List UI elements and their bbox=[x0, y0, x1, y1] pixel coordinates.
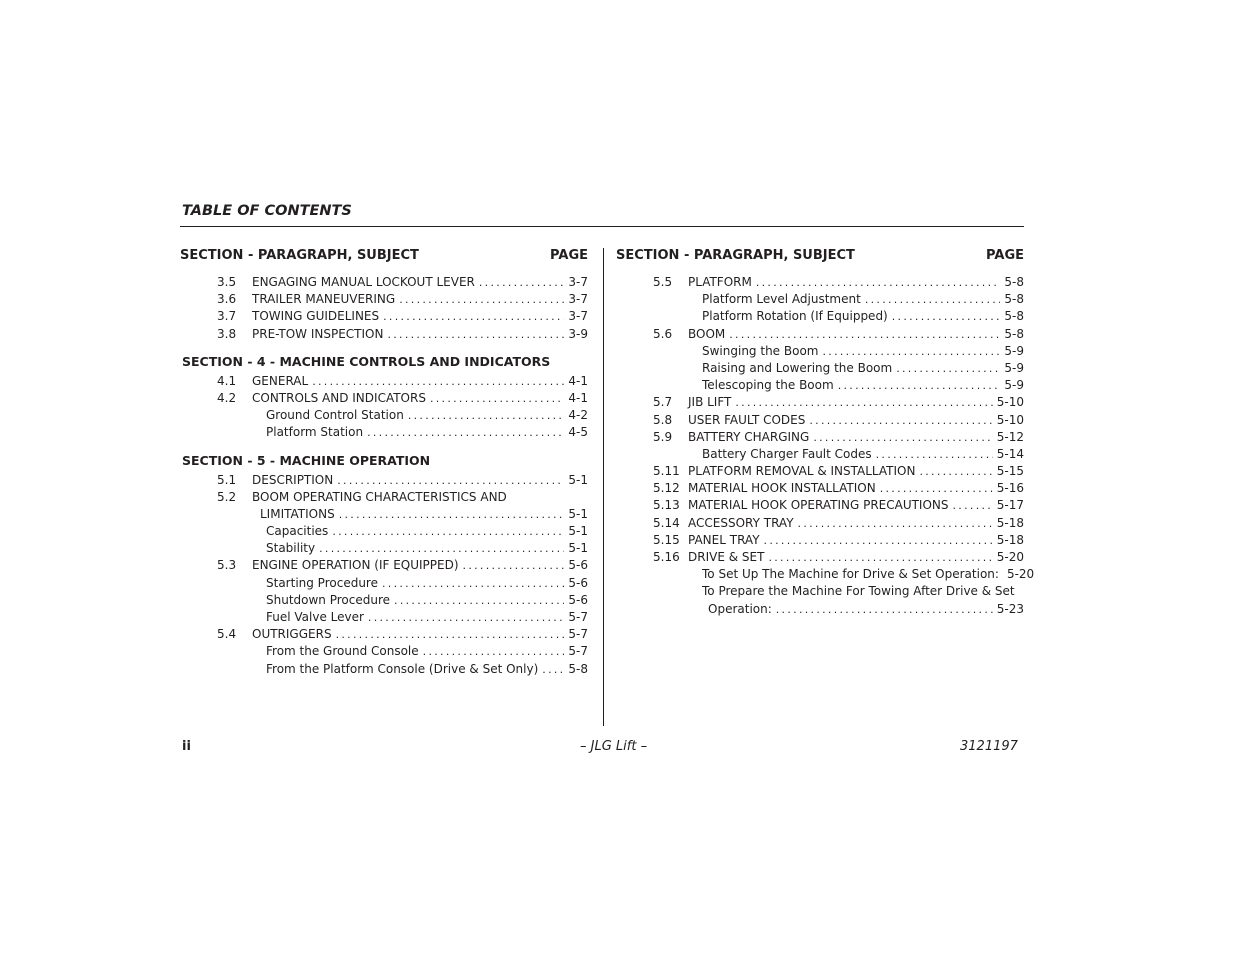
toc-entry-title: MATERIAL HOOK INSTALLATION bbox=[688, 481, 876, 496]
toc-entry[interactable] bbox=[616, 515, 1024, 532]
dot-leader bbox=[463, 557, 565, 574]
toc-entry[interactable] bbox=[616, 394, 1024, 411]
toc-entry[interactable] bbox=[180, 626, 588, 643]
toc-entry-title: PLATFORM REMOVAL & INSTALLATION bbox=[688, 464, 916, 479]
toc-right-column bbox=[616, 245, 1035, 618]
dot-leader bbox=[776, 601, 993, 618]
toc-subentry[interactable] bbox=[180, 643, 588, 660]
toc-subentry[interactable] bbox=[616, 291, 1024, 308]
toc-entry-title: Ground Control Station bbox=[266, 408, 404, 423]
toc-entry-page: 3-7 bbox=[568, 309, 588, 324]
toc-entry-number: 5.16 bbox=[653, 550, 680, 564]
toc-entry-title: OUTRIGGERS bbox=[252, 627, 332, 642]
toc-entry-number: 5.11 bbox=[653, 464, 680, 479]
toc-entry[interactable] bbox=[180, 390, 588, 407]
toc-entry-title: Shutdown Procedure bbox=[266, 592, 391, 607]
dot-leader bbox=[430, 390, 564, 407]
toc-entry-title: Fuel Valve Lever bbox=[266, 610, 364, 624]
toc-subentry[interactable] bbox=[180, 575, 588, 592]
toc-entry-title: BOOM OPERATING CHARACTERISTICS AND bbox=[252, 489, 507, 504]
toc-entry-number: 5.15 bbox=[653, 532, 680, 547]
toc-subentry[interactable] bbox=[616, 360, 1024, 377]
toc-entry-number: 3.8 bbox=[217, 326, 237, 341]
toc-entry[interactable] bbox=[616, 497, 1024, 514]
dot-leader bbox=[337, 472, 564, 489]
toc-entry-title: Swinging the Boom bbox=[702, 343, 819, 358]
toc-entry-number: 5.4 bbox=[217, 627, 237, 642]
toc-subentry[interactable] bbox=[616, 446, 1024, 463]
toc-entry[interactable] bbox=[180, 326, 588, 343]
toc-subentry[interactable] bbox=[180, 424, 588, 441]
toc-entry-page: 5-8 bbox=[1004, 292, 1024, 307]
toc-entry-number: 5.1 bbox=[217, 472, 237, 487]
dot-leader bbox=[408, 407, 565, 424]
footer-doc-number: 3121197 bbox=[960, 739, 1018, 754]
toc-entry-page: 5-18 bbox=[996, 532, 1024, 547]
toc-entry-page: 5-8 bbox=[1004, 309, 1024, 324]
toc-entry-title: PANEL TRAY bbox=[688, 532, 760, 547]
toc-entry-title: PRE-TOW INSPECTION bbox=[252, 326, 384, 341]
toc-entry[interactable] bbox=[180, 373, 588, 390]
toc-subentry[interactable] bbox=[616, 566, 1035, 583]
dot-leader bbox=[768, 549, 992, 566]
toc-entry-title: GENERAL bbox=[252, 373, 309, 388]
toc-entry-title: From the Platform Console (Drive & Set Only) bbox=[266, 661, 539, 676]
toc-subentry[interactable] bbox=[180, 609, 588, 626]
toc-entry-title: Starting Procedure bbox=[266, 575, 378, 590]
toc-entry-page: 5-7 bbox=[568, 644, 588, 659]
toc-entry-title: CONTROLS AND INDICATORS bbox=[252, 390, 426, 405]
dot-leader bbox=[919, 463, 992, 480]
toc-entry-number: 5.5 bbox=[653, 275, 673, 289]
dot-leader bbox=[399, 291, 564, 308]
toc-entry-page: 5-9 bbox=[1004, 343, 1024, 358]
toc-entry-page: 5-14 bbox=[996, 446, 1024, 461]
dot-leader bbox=[368, 609, 564, 626]
toc-entry[interactable] bbox=[616, 429, 1024, 446]
toc-entry-number: 5.9 bbox=[653, 429, 673, 444]
toc-entry[interactable] bbox=[180, 291, 588, 308]
column-header-subject: SECTION - PARAGRAPH, SUBJECT bbox=[180, 247, 419, 263]
dot-leader bbox=[865, 291, 1001, 308]
toc-subentry[interactable] bbox=[616, 308, 1024, 325]
toc-entry-title: USER FAULT CODES bbox=[688, 412, 806, 427]
toc-entry-title: Telescoping the Boom bbox=[702, 378, 834, 393]
toc-entry-continuation[interactable] bbox=[180, 506, 588, 523]
toc-entry-page: 3-7 bbox=[568, 292, 588, 307]
toc-entry-title: To Set Up The Machine for Drive & Set Operation: bbox=[702, 567, 999, 582]
toc-subentry[interactable] bbox=[180, 523, 588, 540]
toc-entry-number: 5.8 bbox=[653, 412, 673, 427]
toc-entry-page: 5-1 bbox=[568, 541, 588, 556]
dot-leader bbox=[764, 532, 993, 549]
toc-entry-title: To Prepare the Machine For Towing After Drive & Set bbox=[702, 584, 1015, 599]
toc-entry[interactable] bbox=[616, 549, 1024, 566]
toc-entry[interactable] bbox=[616, 532, 1024, 549]
toc-entry-number: 4.2 bbox=[217, 390, 237, 405]
toc-entry-number: 5.2 bbox=[217, 489, 237, 504]
dot-leader bbox=[383, 308, 564, 325]
toc-entry-title: BOOM bbox=[688, 326, 726, 341]
toc-entry[interactable] bbox=[180, 472, 588, 489]
dot-leader bbox=[953, 497, 993, 514]
toc-entry-title: PLATFORM bbox=[688, 275, 752, 289]
dot-leader bbox=[312, 373, 564, 390]
toc-entry-page: 5-12 bbox=[996, 429, 1024, 444]
toc-entry-number: 3.5 bbox=[217, 275, 237, 289]
toc-entry-page: 4-2 bbox=[568, 408, 588, 423]
toc-entry-title: ACCESSORY TRAY bbox=[688, 515, 794, 530]
toc-entry-page: 5-6 bbox=[568, 558, 588, 573]
dot-leader bbox=[798, 515, 993, 532]
dot-leader bbox=[479, 274, 565, 291]
dot-leader bbox=[735, 394, 992, 411]
column-header bbox=[616, 245, 1024, 265]
toc-entry-page: 5-15 bbox=[996, 464, 1024, 479]
toc-entry-title: DESCRIPTION bbox=[252, 472, 334, 487]
toc-subentry[interactable] bbox=[180, 592, 588, 609]
toc-subentry[interactable] bbox=[180, 407, 588, 424]
toc-entry-page: 3-7 bbox=[568, 275, 588, 289]
toc-entry-title: Platform Station bbox=[266, 425, 364, 440]
column-divider bbox=[603, 248, 604, 726]
column-header bbox=[180, 245, 588, 265]
toc-entry-page: 4-5 bbox=[568, 425, 588, 440]
toc-entry-title: Capacities bbox=[266, 524, 329, 539]
toc-entry-number: 5.12 bbox=[653, 481, 680, 496]
dot-leader bbox=[729, 326, 1000, 343]
toc-entry-page: 5-10 bbox=[996, 395, 1024, 410]
toc-entry-page: 5-18 bbox=[996, 515, 1024, 530]
dot-leader bbox=[876, 446, 993, 463]
section-heading: SECTION - 4 - MACHINE CONTROLS AND INDICATORS bbox=[182, 353, 551, 369]
dot-leader bbox=[336, 626, 565, 643]
toc-entry-continuation[interactable] bbox=[616, 601, 1024, 618]
dot-leader bbox=[892, 308, 1001, 325]
toc-entry-page: 5-1 bbox=[568, 524, 588, 539]
toc-entry-title: Stability bbox=[266, 541, 316, 556]
toc-entry[interactable] bbox=[616, 412, 1024, 429]
toc-entry-number: 5.13 bbox=[653, 498, 680, 513]
toc-entry-title: ENGAGING MANUAL LOCKOUT LEVER bbox=[252, 275, 475, 289]
toc-entry-number: 5.14 bbox=[653, 515, 680, 530]
toc-entry-page: 5-9 bbox=[1004, 360, 1024, 375]
dot-leader bbox=[394, 592, 564, 609]
toc-entry-page: 5-8 bbox=[1004, 326, 1024, 341]
toc-entry-title: MATERIAL HOOK OPERATING PRECAUTIONS bbox=[688, 498, 949, 513]
toc-entry-number: 4.1 bbox=[217, 373, 237, 388]
section-heading: SECTION - 5 - MACHINE OPERATION bbox=[182, 452, 431, 468]
toc-entry-title: ENGINE OPERATION (IF EQUIPPED) bbox=[252, 558, 459, 573]
toc-entry-title: Platform Level Adjustment bbox=[702, 292, 861, 307]
toc-entry-page: 3-9 bbox=[568, 326, 588, 341]
toc-entry-page: 5-9 bbox=[1004, 378, 1024, 393]
toc-entry-page: 4-1 bbox=[568, 390, 588, 405]
dot-leader bbox=[756, 274, 1001, 291]
page-title: TABLE OF CONTENTS bbox=[182, 203, 352, 219]
toc-entry-number: 5.7 bbox=[653, 395, 673, 410]
column-header-page: PAGE bbox=[986, 247, 1024, 263]
dot-leader bbox=[332, 523, 564, 540]
toc-entry-page: 5-20 bbox=[1006, 567, 1035, 582]
toc-subentry[interactable] bbox=[180, 661, 588, 678]
toc-entry-number: 3.7 bbox=[217, 309, 237, 324]
toc-entry-page: 5-8 bbox=[1004, 275, 1024, 289]
toc-entry-title: Operation: bbox=[708, 601, 772, 616]
toc-entry-title: BATTERY CHARGING bbox=[688, 429, 810, 444]
toc-left-column bbox=[180, 245, 588, 678]
toc-entry[interactable] bbox=[616, 274, 1024, 291]
toc-entry-page: 5-6 bbox=[568, 575, 588, 590]
dot-leader bbox=[339, 506, 565, 523]
toc-entry-title: Platform Rotation (If Equipped) bbox=[702, 309, 888, 324]
toc-entry-number: 3.6 bbox=[217, 292, 237, 307]
toc-entry-page: 5-20 bbox=[996, 550, 1024, 564]
dot-leader bbox=[813, 429, 992, 446]
toc-entry-page: 5-23 bbox=[996, 601, 1024, 616]
toc-subentry[interactable] bbox=[616, 583, 1024, 600]
toc-entry-page: 5-10 bbox=[996, 412, 1024, 427]
dot-leader bbox=[822, 343, 1000, 360]
toc-entry[interactable] bbox=[616, 463, 1024, 480]
toc-entry-page: 4-1 bbox=[568, 373, 588, 388]
dot-leader bbox=[880, 480, 993, 497]
toc-entry[interactable] bbox=[616, 326, 1024, 343]
toc-entry-page: 5-17 bbox=[996, 498, 1024, 513]
toc-entry-page: 5-7 bbox=[568, 610, 588, 624]
dot-leader bbox=[542, 661, 564, 678]
toc-entry-page: 5-16 bbox=[996, 481, 1024, 496]
column-header-subject: SECTION - PARAGRAPH, SUBJECT bbox=[616, 247, 855, 263]
footer-brand: – JLG Lift – bbox=[580, 739, 648, 754]
toc-entry[interactable] bbox=[180, 308, 588, 325]
dot-leader bbox=[319, 540, 564, 557]
toc-entry-page: 5-8 bbox=[568, 661, 588, 676]
toc-subentry[interactable] bbox=[616, 343, 1024, 360]
toc-subentry[interactable] bbox=[616, 377, 1024, 394]
toc-entry-page: 5-1 bbox=[568, 472, 588, 487]
dot-leader bbox=[367, 424, 564, 441]
toc-entry-title: DRIVE & SET bbox=[688, 550, 765, 564]
column-header-page: PAGE bbox=[550, 247, 588, 263]
toc-entry[interactable] bbox=[180, 489, 588, 506]
toc-subentry[interactable] bbox=[180, 540, 588, 557]
dot-leader bbox=[896, 360, 1000, 377]
dot-leader bbox=[809, 412, 992, 429]
toc-entry-title: Battery Charger Fault Codes bbox=[702, 446, 872, 461]
toc-entry[interactable] bbox=[616, 480, 1024, 497]
toc-entry-page: 5-7 bbox=[568, 627, 588, 642]
footer-page-number: ii bbox=[182, 739, 191, 754]
dot-leader bbox=[423, 643, 565, 660]
toc-entry-title: JIB LIFT bbox=[688, 395, 732, 410]
title-rule bbox=[180, 226, 1024, 227]
toc-entry-title: From the Ground Console bbox=[266, 644, 419, 659]
toc-entry-title: TOWING GUIDELINES bbox=[252, 309, 380, 324]
dot-leader bbox=[382, 575, 564, 592]
dot-leader bbox=[387, 326, 564, 343]
toc-entry[interactable] bbox=[180, 557, 588, 574]
toc-entry-title: TRAILER MANEUVERING bbox=[252, 292, 396, 307]
toc-entry-page: 5-6 bbox=[568, 592, 588, 607]
toc-entry-number: 5.6 bbox=[653, 326, 673, 341]
toc-entry[interactable] bbox=[180, 274, 588, 291]
toc-entry-page: 5-1 bbox=[568, 506, 588, 521]
toc-entry-title: Raising and Lowering the Boom bbox=[702, 360, 893, 375]
toc-entry-title: LIMITATIONS bbox=[260, 506, 335, 521]
dot-leader bbox=[838, 377, 1001, 394]
toc-entry-number: 5.3 bbox=[217, 558, 237, 573]
